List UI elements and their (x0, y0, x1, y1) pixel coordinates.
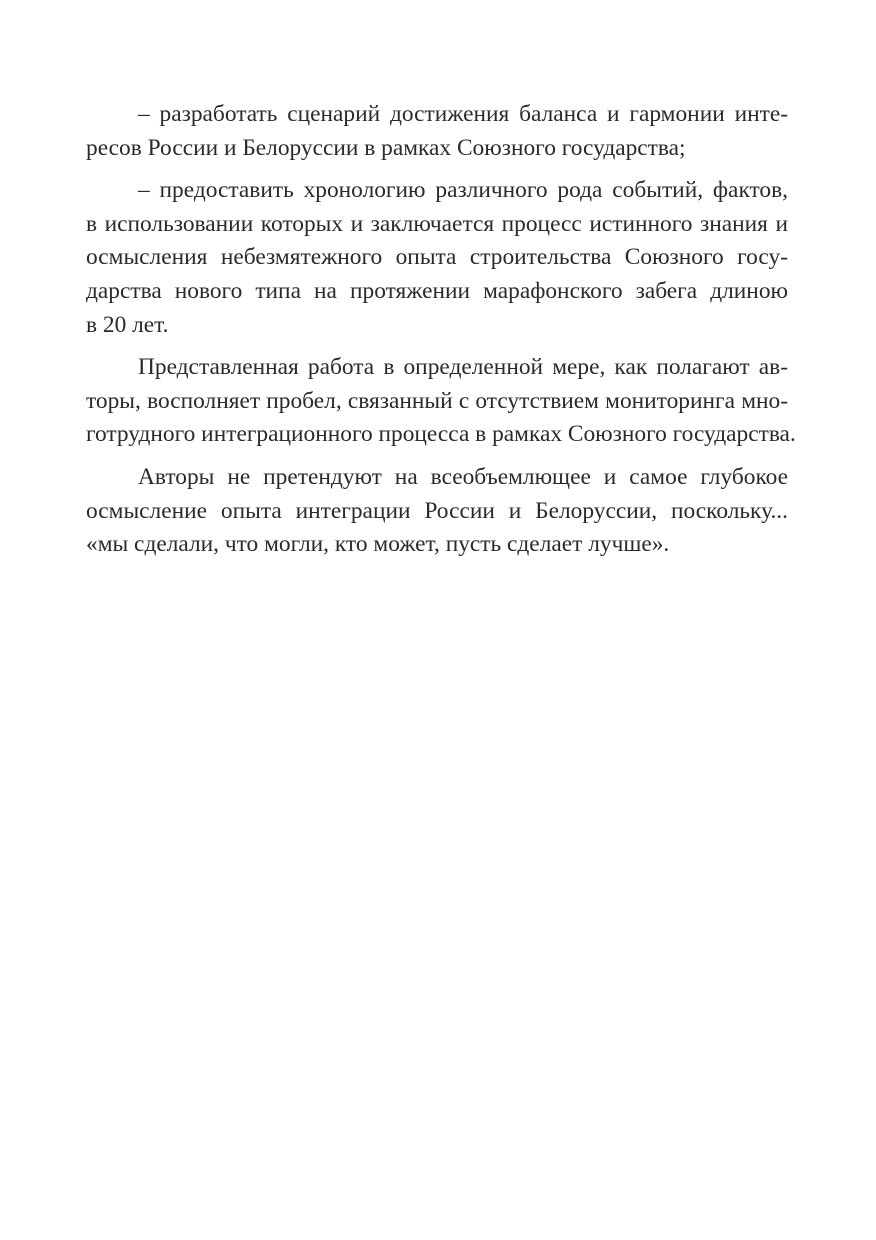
paragraph-goal-chronology (86, 174, 788, 342)
text-line: в использовании которых и заключается процесс истинного знания и (86, 210, 788, 237)
text-line: ресов России и Белоруссии в рамках Союзного государства; (86, 134, 686, 161)
text-line: осмысление опыта интеграции России и Белоруссии, поскольку... (86, 497, 788, 524)
text-line: в 20 лет. (86, 311, 169, 338)
text-line: Авторы не претендуют на всеобъемлющее и самое глубокое (138, 463, 788, 490)
body-text (86, 98, 796, 562)
text-line: осмысления небезмятежного опыта строительства Союзного госу- (86, 244, 788, 271)
text-line: – разработать сценарий достижения баланса и гармонии инте- (138, 101, 788, 127)
text-line: готрудного интеграционного процесса в рамках Союзного государства. (86, 421, 796, 448)
text-line: Представленная работа в определенной мере, как полагают ав- (138, 354, 788, 381)
text-line: «мы сделали, что могли, кто может, пусть сделает лучше». (86, 531, 670, 558)
text-line: – предоставить хронологию различного рода событий, фактов, (138, 177, 788, 204)
text-line: дарства нового типа на протяжении марафонского забега длиною (86, 277, 788, 304)
paragraph-goal-balance (86, 98, 788, 165)
text-line: торы, восполняет пробел, связанный с отсутствием мониторинга мно- (86, 387, 788, 414)
paragraph-authors-note (86, 461, 788, 562)
paragraph-work-gap (86, 351, 796, 452)
